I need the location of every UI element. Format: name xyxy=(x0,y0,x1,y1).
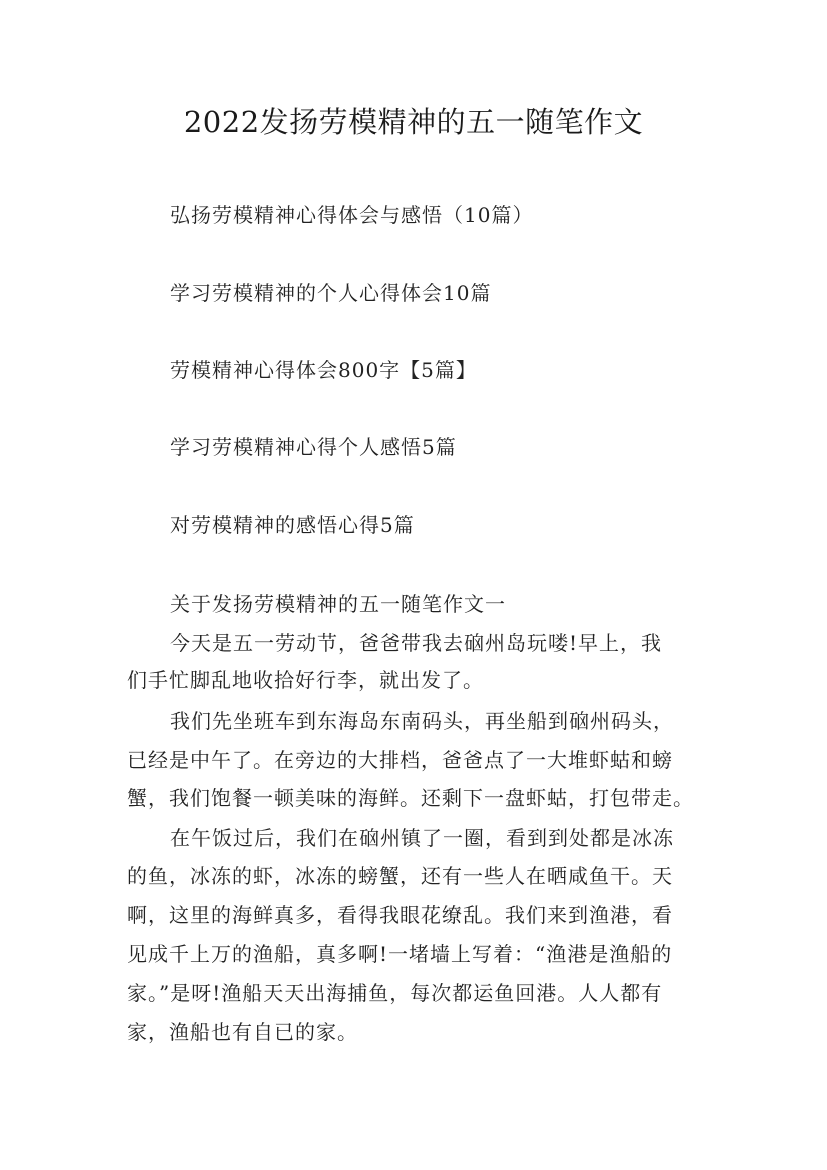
paragraph-line: 们手忙脚乱地收拾好行李，就出发了。 xyxy=(127,668,484,692)
section-heading: 关于发扬劳模精神的五一随笔作文一 xyxy=(170,592,506,616)
paragraph-line: 我们先坐班车到东海岛东南码头，再坐船到硇州码头， xyxy=(170,709,674,733)
document-title: 2022发扬劳模精神的五一随笔作文 xyxy=(183,105,644,139)
paragraph-line: 的鱼，冰冻的虾，冰冻的螃蟹，还有一些人在晒咸鱼干。天 xyxy=(127,864,673,888)
toc-item-1: 弘扬劳模精神心得体会与感悟（10篇） xyxy=(170,203,534,227)
toc-item-4: 学习劳模精神心得个人感悟5篇 xyxy=(170,435,457,459)
paragraph-line: 已经是中午了。在旁边的大排档，爸爸点了一大堆虾蛄和螃 xyxy=(127,748,673,772)
paragraph-line: 啊，这里的海鲜真多，看得我眼花缭乱。我们来到渔港，看 xyxy=(127,903,673,927)
toc-item-3: 劳模精神心得体会800字【5篇】 xyxy=(170,358,477,382)
paragraph-line: 今天是五一劳动节，爸爸带我去硇州岛玩喽!早上，我 xyxy=(170,631,663,655)
paragraph-line: 家。”是呀!渔船天天出海捕鱼，每次都运鱼回港。人人都有 xyxy=(127,981,663,1005)
paragraph-line: 见成千上万的渔船，真多啊!一堵墙上写着：“渔港是渔船的 xyxy=(127,942,673,966)
toc-item-2: 学习劳模精神的个人心得体会10篇 xyxy=(170,281,492,305)
toc-item-5: 对劳模精神的感悟心得5篇 xyxy=(170,513,415,537)
paragraph-line: 蟹，我们饱餐一顿美味的海鲜。还剩下一盘虾蛄，打包带走。 xyxy=(127,786,694,810)
paragraph-line: 在午饭过后，我们在硇州镇了一圈，看到到处都是冰冻 xyxy=(170,826,674,850)
paragraph-line: 家，渔船也有自已的家。 xyxy=(127,1020,358,1044)
